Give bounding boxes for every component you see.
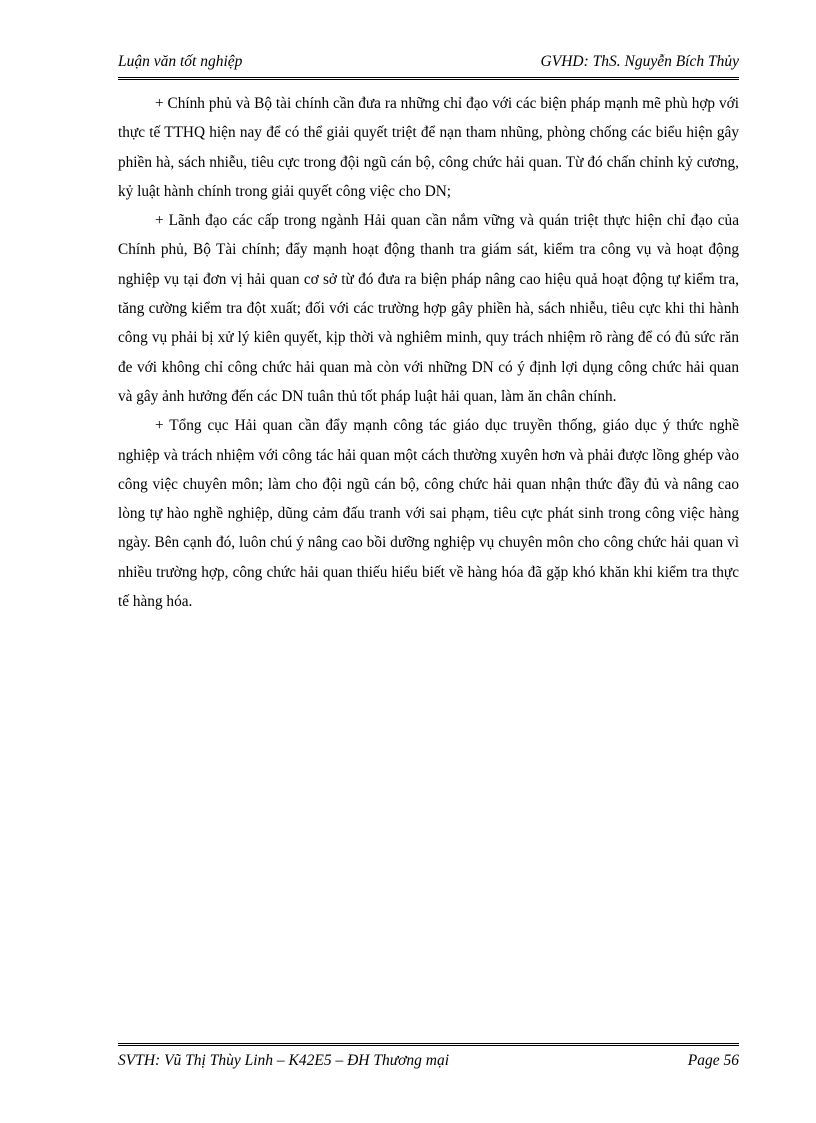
header-supervisor: GVHD: ThS. Nguyễn Bích Thủy — [540, 53, 739, 70]
page-number: Page 56 — [687, 1052, 739, 1069]
paragraph-customs-leadership: + Lãnh đạo các cấp trong ngành Hải quan cần nắm vững và quán triệt thực hiện chỉ đạo của Chính phủ, Bộ Tài chính; đẩy mạnh hoạt động thanh tra giám sát, kiểm tra công vụ và hoạt động nghiệp vụ tại đơn vị hải quan cơ sở từ đó đưa ra biện pháp nâng cao hiệu quả hoạt động tự kiểm tra, tăng cường kiểm tra đột xuất; đối với các trường hợp gây phiền hà, sách nhiễu, tiêu cực khi thi hành công vụ phải bị xử lý kiên quyết, kịp thời và nghiêm minh, quy trách nhiệm rõ ràng để có đủ sức răn đe với không chỉ công chức hải quan mà còn với những DN có ý định lợi dụng công chức hải quan và gây ảnh hưởng đến các DN tuân thủ tốt pháp luật hải quan, làm ăn chân chính. — [118, 212, 739, 405]
page-footer — [118, 1043, 739, 1074]
page-body — [118, 89, 739, 616]
header-thesis-title: Luận văn tốt nghiệp — [118, 53, 243, 70]
footer-student-info: SVTH: Vũ Thị Thùy Linh – K42E5 – ĐH Thương mại — [118, 1052, 450, 1069]
paragraph-government-directive: + Chính phủ và Bộ tài chính cần đưa ra những chỉ đạo với các biện pháp mạnh mẽ phù hợp với thực tế TTHQ hiện nay để có thể giải quyết triệt để nạn tham nhũng, phòng chống các biểu hiện gây phiền hà, sách nhiễu, tiêu cực trong đội ngũ cán bộ, công chức hải quan. Từ đó chấn chỉnh kỷ cương, kỷ luật hành chính trong giải quyết công việc cho DN; — [118, 95, 739, 200]
page-header — [118, 51, 739, 80]
paragraph-customs-department: + Tổng cục Hải quan cần đẩy mạnh công tác giáo dục truyền thống, giáo dục ý thức nghề nghiệp và trách nhiệm với công tác hải quan một cách thường xuyên hơn và phải được lồng ghép vào công việc chuyên môn; làm cho đội ngũ cán bộ, công chức hải quan nhận thức đầy đủ và nâng cao lòng tự hào nghề nghiệp, dũng cảm đấu tranh với sai phạm, tiêu cực phát sinh trong công việc hàng ngày. Bên cạnh đó, luôn chú ý nâng cao bồi dưỡng nghiệp vụ chuyên môn cho công chức hải quan vì nhiều trường hợp, công chức hải quan thiếu hiểu biết về hàng hóa đã gặp khó khăn khi kiểm tra thực tế hàng hóa. — [118, 417, 739, 611]
